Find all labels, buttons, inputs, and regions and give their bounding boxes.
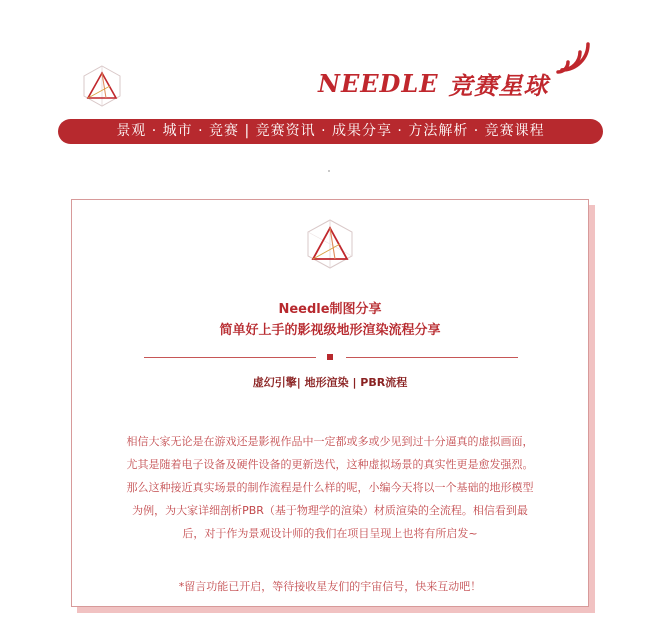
intro-paragraph bbox=[80, 430, 580, 545]
paragraph-line: 相信大家无论是在游戏还是影视作品中一定都或多或少见到过十分逼真的虚拟画面， bbox=[126, 435, 534, 448]
brand-header bbox=[318, 66, 549, 100]
brand-name: NEEDLE bbox=[318, 68, 439, 98]
paragraph-line: 那么这种接近真实场景的制作流程是什么样的呢，小编今天将以一个基础的地形模型 bbox=[126, 481, 534, 494]
divider-line-right bbox=[346, 357, 518, 358]
brand-chinese-name: 竞赛星球 bbox=[448, 71, 549, 100]
card-title: Needle制图分享 bbox=[278, 302, 382, 317]
topic-tags: 虚幻引擎| 地形渲染 | PBR流程 bbox=[252, 376, 408, 389]
paragraph-line: 尤其是随着电子设备及硬件设备的更新迭代，这种虚拟场景的真实性更是愈发强烈。 bbox=[126, 458, 534, 471]
intro-card bbox=[71, 199, 589, 607]
paragraph-line: 后，对于作为景观设计师的我们在项目呈现上也将有所启发~ bbox=[182, 527, 478, 540]
comment-notice: *留言功能已开启，等待接收星友们的宇宙信号，快来互动吧！ bbox=[178, 580, 482, 593]
signal-waves-icon bbox=[552, 42, 592, 82]
card-subtitle: 简单好上手的影视级地形渲染流程分享 bbox=[219, 323, 441, 338]
divider-square bbox=[327, 354, 333, 360]
paragraph-line: 为例，为大家详细剖析PBR（基于物理学的渲染）材质渲染的全流程。相信看到最 bbox=[132, 504, 528, 517]
category-banner: 景观 · 城市 · 竞赛 | 竞赛资讯 · 成果分享 · 方法解析 · 竞赛课程 bbox=[58, 119, 603, 144]
needle-logo-icon bbox=[304, 218, 356, 270]
needle-logo-icon bbox=[80, 64, 124, 108]
divider-line-left bbox=[144, 357, 316, 358]
decorative-dot bbox=[328, 170, 330, 172]
